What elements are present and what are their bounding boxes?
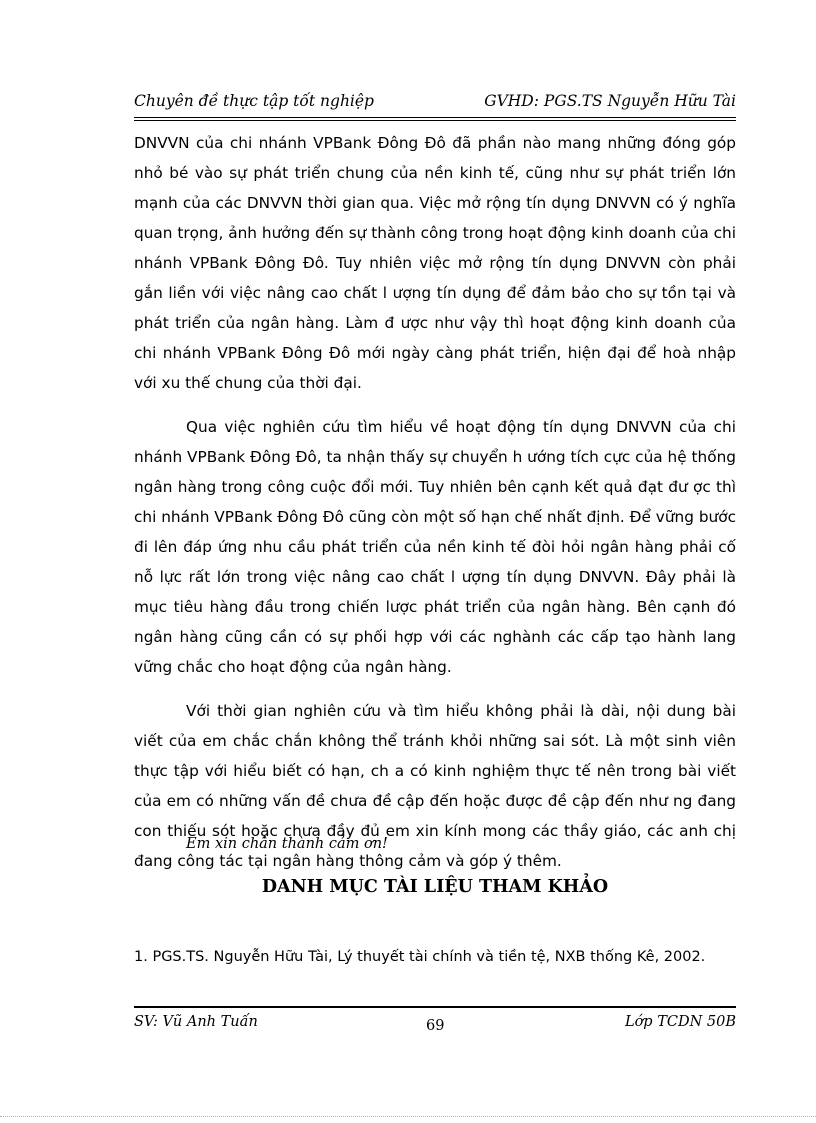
references-title: DANH MỤC TÀI LIỆU THAM KHẢO [261, 877, 609, 897]
body-content [134, 128, 736, 965]
page-break-divider [0, 1116, 816, 1117]
paragraph-3: Với thời gian nghiên cứu và tìm hiểu không phải là dài, nội dung bài viết của em chắc chắn không thể tránh khỏi những sai sót. Là một sinh viên thực tập với hiểu biết có hạn, ch a có kinh nghiệm thực tế nên trong bài viết của em có những vấn đề chưa đề cập đến hoặc được đề cập đến như ng đang con thiếu sót hoặc chưa đầy đủ em xin kính mong các thầy giáo, các anh chị đang công tác tại ngân hàng thông cảm và góp ý thêm. [134, 702, 736, 870]
page-number: 69 [426, 1018, 445, 1034]
page-footer [134, 1006, 736, 1042]
page-header [134, 87, 736, 121]
header-document-title: Chuyên đề thực tập tốt nghiệp [134, 92, 374, 110]
footer-class: Lớp TCDN 50B [624, 1014, 736, 1030]
header-advisor: GVHD: PGS.TS Nguyễn Hữu Tài [484, 92, 736, 110]
closing-thanks: Em xin chân thành cảm ơn! [186, 836, 388, 852]
reference-item: 1. PGS.TS. Nguyễn Hữu Tài, Lý thuyết tài chính và tiền tệ, NXB thống Kê, 2002. [134, 949, 706, 965]
paragraph-1: DNVVN của chi nhánh VPBank Đông Đô đã phần nào mang những đóng góp nhỏ bé vào sự phát triển chung của nền kinh tế, cũng như sự phát triển lớn mạnh của các DNVVN thời gian qua. Việc mở rộng tín dụng DNVVN có ý nghĩa quan trọng, ảnh hưởng đến sự thành công trong hoạt động kinh doanh của chi nhánh VPBank Đông Đô. Tuy nhiên việc mở rộng tín dụng DNVVN còn phải gắn liền với việc nâng cao chất l ượng tín dụng để đảm bảo cho sự tồn tại và phát triển của ngân hàng. Làm đ ược như vậy thì hoạt động kinh doanh của chi nhánh VPBank Đông Đô mới ngày càng phát triển, hiện đại để hoà nhập với xu thế chung của thời đại. [134, 134, 736, 392]
footer-student-name: SV: Vũ Anh Tuấn [134, 1014, 258, 1030]
paragraph-2: Qua việc nghiên cứu tìm hiểu về hoạt động tín dụng DNVVN của chi nhánh VPBank Đông Đô, ta nhận thấy sự chuyển h ướng tích cực của hệ thống ngân hàng trong công cuộc đổi mới. Tuy nhiên bên cạnh kết quả đạt đư ợc thì chi nhánh VPBank Đông Đô cũng còn một số hạn chế nhất định. Để vững bước đi lên đáp ứng nhu cầu phát triển của nền kinh tế đòi hỏi ngân hàng phải cố nỗ lực rất lớn trong việc nâng cao chất l ượng tín dụng DNVVN. Đây phải là mục tiêu hàng đầu trong chiến lược phát triển của ngân hàng. Bên cạnh đó ngân hàng cũng cần có sự phối hợp với các nghành các cấp tạo hành lang vững chắc cho hoạt động của ngân hàng. [134, 418, 736, 676]
